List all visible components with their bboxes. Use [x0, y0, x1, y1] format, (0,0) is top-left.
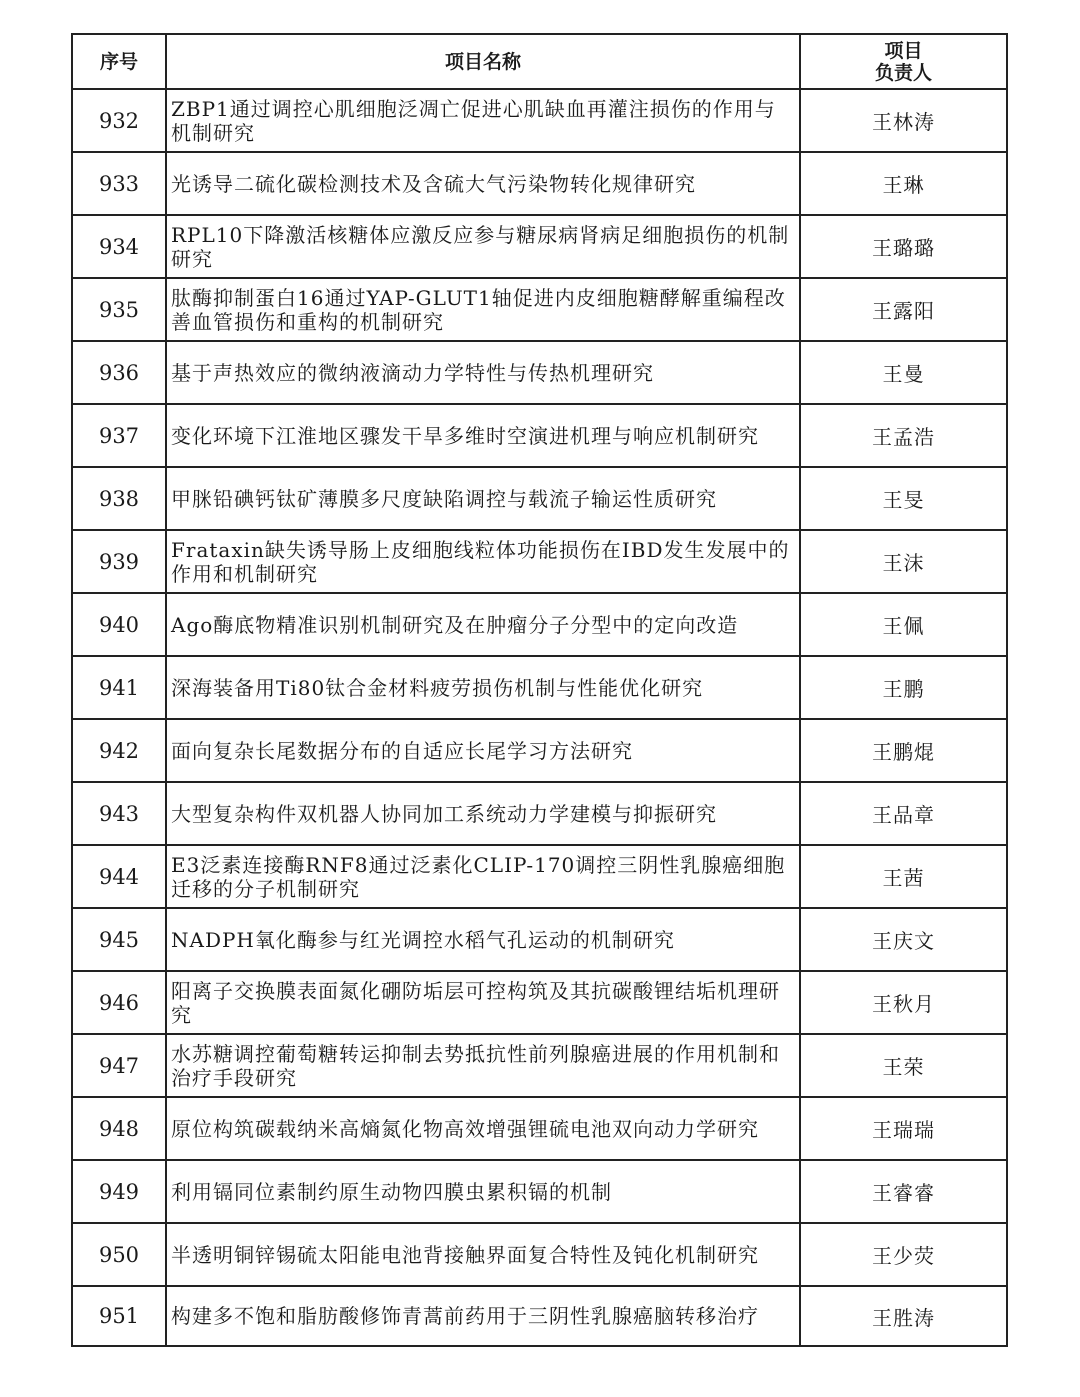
row-project-name: 利用镉同位素制约原生动物四膜虫累积镉的机制	[166, 1160, 800, 1223]
table-row	[72, 908, 1007, 971]
project-table-container	[71, 33, 1008, 1347]
table-row	[72, 782, 1007, 845]
table-row	[72, 404, 1007, 467]
row-project-name: 原位构筑碳载纳米高熵氮化物高效增强锂硫电池双向动力学研究	[166, 1097, 800, 1160]
header-leader-line2: 负责人	[874, 61, 932, 84]
row-leader: 王佩	[800, 593, 1007, 656]
row-number: 944	[72, 845, 166, 908]
table-row	[72, 215, 1007, 278]
row-number: 943	[72, 782, 166, 845]
row-number: 939	[72, 530, 166, 593]
row-project-name: 半透明铜锌锡硫太阳能电池背接触界面复合特性及钝化机制研究	[166, 1223, 800, 1286]
row-leader: 王品章	[800, 782, 1007, 845]
row-number: 950	[72, 1223, 166, 1286]
row-project-name: E3泛素连接酶RNF8通过泛素化CLIP-170调控三阴性乳腺癌细胞迁移的分子机制研究	[166, 845, 800, 908]
row-project-name: Ago酶底物精准识别机制研究及在肿瘤分子分型中的定向改造	[166, 593, 800, 656]
row-project-name: 阳离子交换膜表面氮化硼防垢层可控构筑及其抗碳酸锂结垢机理研究	[166, 971, 800, 1034]
table-header-row	[72, 34, 1007, 89]
table-row	[72, 1160, 1007, 1223]
row-leader: 王荣	[800, 1034, 1007, 1097]
header-leader-line1: 项目	[884, 39, 923, 62]
header-project-name: 项目名称	[166, 34, 800, 89]
table-body	[72, 89, 1007, 1346]
header-leader	[800, 34, 1007, 89]
row-number: 948	[72, 1097, 166, 1160]
project-table	[71, 33, 1008, 1347]
table-row	[72, 278, 1007, 341]
row-number: 949	[72, 1160, 166, 1223]
table-row	[72, 152, 1007, 215]
row-project-name: 光诱导二硫化碳检测技术及含硫大气污染物转化规律研究	[166, 152, 800, 215]
row-leader: 王睿睿	[800, 1160, 1007, 1223]
row-number: 933	[72, 152, 166, 215]
table-row	[72, 593, 1007, 656]
row-leader: 王秋月	[800, 971, 1007, 1034]
row-number: 937	[72, 404, 166, 467]
row-number: 946	[72, 971, 166, 1034]
row-leader: 王沫	[800, 530, 1007, 593]
row-number: 947	[72, 1034, 166, 1097]
row-project-name: 肽酶抑制蛋白16通过YAP-GLUT1轴促进内皮细胞糖酵解重编程改善血管损伤和重构的机制研究	[166, 278, 800, 341]
row-project-name: 深海装备用Ti80钛合金材料疲劳损伤机制与性能优化研究	[166, 656, 800, 719]
table-row	[72, 467, 1007, 530]
table-row	[72, 656, 1007, 719]
row-leader: 王瑞瑞	[800, 1097, 1007, 1160]
row-leader: 王鹏焜	[800, 719, 1007, 782]
table-row	[72, 341, 1007, 404]
row-number: 932	[72, 89, 166, 152]
row-project-name: 水苏糖调控葡萄糖转运抑制去势抵抗性前列腺癌进展的作用机制和治疗手段研究	[166, 1034, 800, 1097]
row-project-name: 基于声热效应的微纳液滴动力学特性与传热机理研究	[166, 341, 800, 404]
row-project-name: 变化环境下江淮地区骤发干旱多维时空演进机理与响应机制研究	[166, 404, 800, 467]
table-row	[72, 1097, 1007, 1160]
row-leader: 王茜	[800, 845, 1007, 908]
row-leader: 王少荧	[800, 1223, 1007, 1286]
row-leader: 王璐璐	[800, 215, 1007, 278]
row-project-name: 构建多不饱和脂肪酸修饰青蒿前药用于三阴性乳腺癌脑转移治疗	[166, 1286, 800, 1346]
row-leader: 王旻	[800, 467, 1007, 530]
row-leader: 王鹏	[800, 656, 1007, 719]
row-number: 951	[72, 1286, 166, 1346]
row-leader: 王露阳	[800, 278, 1007, 341]
table-row	[72, 1223, 1007, 1286]
table-row	[72, 971, 1007, 1034]
row-number: 945	[72, 908, 166, 971]
row-leader: 王胜涛	[800, 1286, 1007, 1346]
row-project-name: ZBP1通过调控心肌细胞泛凋亡促进心肌缺血再灌注损伤的作用与机制研究	[166, 89, 800, 152]
table-row	[72, 719, 1007, 782]
row-leader: 王孟浩	[800, 404, 1007, 467]
row-number: 934	[72, 215, 166, 278]
row-leader: 王林涛	[800, 89, 1007, 152]
row-project-name: RPL10下降激活核糖体应激反应参与糖尿病肾病足细胞损伤的机制研究	[166, 215, 800, 278]
row-leader: 王琳	[800, 152, 1007, 215]
row-number: 942	[72, 719, 166, 782]
row-number: 938	[72, 467, 166, 530]
row-project-name: 甲脒铅碘钙钛矿薄膜多尺度缺陷调控与载流子输运性质研究	[166, 467, 800, 530]
row-number: 940	[72, 593, 166, 656]
table-row	[72, 530, 1007, 593]
row-project-name: 大型复杂构件双机器人协同加工系统动力学建模与抑振研究	[166, 782, 800, 845]
row-number: 935	[72, 278, 166, 341]
table-row	[72, 89, 1007, 152]
row-leader: 王曼	[800, 341, 1007, 404]
row-number: 936	[72, 341, 166, 404]
table-row	[72, 845, 1007, 908]
row-number: 941	[72, 656, 166, 719]
row-project-name: Frataxin缺失诱导肠上皮细胞线粒体功能损伤在IBD发生发展中的作用和机制研究	[166, 530, 800, 593]
table-row	[72, 1034, 1007, 1097]
table-row	[72, 1286, 1007, 1346]
row-project-name: NADPH氧化酶参与红光调控水稻气孔运动的机制研究	[166, 908, 800, 971]
row-leader: 王庆文	[800, 908, 1007, 971]
row-project-name: 面向复杂长尾数据分布的自适应长尾学习方法研究	[166, 719, 800, 782]
header-index: 序号	[72, 34, 166, 89]
